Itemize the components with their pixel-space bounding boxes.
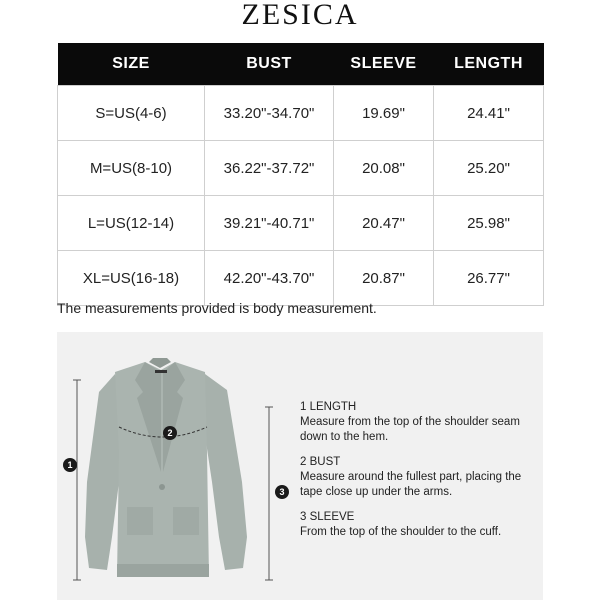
cell-length: 26.77" <box>434 251 544 306</box>
cell-sleeve: 19.69" <box>334 86 434 141</box>
cell-sleeve: 20.47" <box>334 196 434 251</box>
cell-size: L=US(12-14) <box>58 196 205 251</box>
table-row <box>58 141 544 196</box>
desc-length-text: Measure from the top of the shoulder seam down to the hem. <box>300 416 520 443</box>
cell-bust: 36.22"-37.72" <box>205 141 334 196</box>
cell-length: 24.41" <box>434 86 544 141</box>
hem-band <box>117 564 209 577</box>
brand-logo: ZESICA <box>241 0 359 31</box>
desc-sleeve-title: 3 SLEEVE <box>300 511 355 523</box>
desc-bust <box>300 455 540 500</box>
table-row <box>58 86 544 141</box>
cell-size: XL=US(16-18) <box>58 251 205 306</box>
right-pocket <box>173 507 199 535</box>
marker-sleeve: 3 <box>275 485 289 499</box>
cell-bust: 33.20"-34.70" <box>205 86 334 141</box>
size-chart-table <box>57 43 544 306</box>
cell-length: 25.98" <box>434 196 544 251</box>
table-row <box>58 196 544 251</box>
desc-sleeve <box>300 510 540 540</box>
measurement-note: The measurements provided is body measurement. <box>57 300 377 316</box>
measurement-guide-panel <box>57 332 543 600</box>
cardigan-body <box>115 362 209 577</box>
header-sleeve: SLEEVE <box>334 43 434 86</box>
marker-length: 1 <box>63 458 77 472</box>
header-bust: BUST <box>205 43 334 86</box>
desc-bust-text: Measure around the fullest part, placing the tape close up under the arms. <box>300 471 522 498</box>
desc-length <box>300 400 540 445</box>
desc-sleeve-text: From the top of the shoulder to the cuff. <box>300 526 502 538</box>
neck-label <box>155 370 167 373</box>
cell-size: M=US(8-10) <box>58 141 205 196</box>
cell-sleeve: 20.87" <box>334 251 434 306</box>
desc-bust-title: 2 BUST <box>300 456 341 468</box>
cell-size: S=US(4-6) <box>58 86 205 141</box>
left-pocket <box>127 507 153 535</box>
table-row <box>58 251 544 306</box>
marker-bust: 2 <box>163 426 177 440</box>
table-header-row <box>58 43 544 86</box>
header-size: SIZE <box>58 43 205 86</box>
cell-length: 25.20" <box>434 141 544 196</box>
right-sleeve <box>203 374 247 570</box>
header-length: LENGTH <box>434 43 544 86</box>
desc-length-title: 1 LENGTH <box>300 401 357 413</box>
cell-sleeve: 20.08" <box>334 141 434 196</box>
cell-bust: 42.20"-43.70" <box>205 251 334 306</box>
cell-bust: 39.21"-40.71" <box>205 196 334 251</box>
button <box>159 484 165 490</box>
